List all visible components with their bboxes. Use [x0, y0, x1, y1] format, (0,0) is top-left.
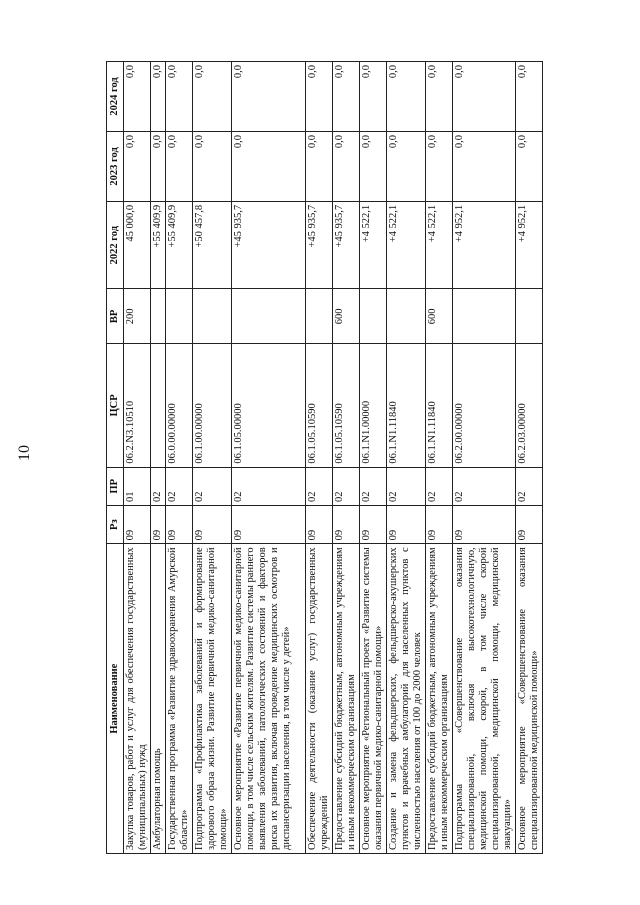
- cell-2022: +55 409,9: [166, 201, 193, 289]
- header-rz: Рз: [107, 505, 124, 543]
- cell-csr: 06.1.N1.11840: [426, 344, 453, 467]
- cell-2024: 0,0: [387, 62, 426, 132]
- cell-rz: 09: [387, 505, 426, 543]
- cell-name: Амбулаторная помощь: [151, 544, 166, 854]
- cell-pr: 02: [333, 467, 360, 505]
- cell-2022: +50 457,8: [193, 201, 232, 289]
- cell-name: Основное мероприятие «Совершенствование оказания специализированной медицинской помощи»: [516, 544, 543, 854]
- cell-pr: 02: [360, 467, 387, 505]
- cell-2022: +4 952,1: [516, 201, 543, 289]
- cell-csr: 06.2.03.00000: [516, 344, 543, 467]
- cell-2022: +55 409,9: [151, 201, 166, 289]
- table-row: [124, 62, 151, 854]
- table-rotation-frame: [106, 61, 540, 854]
- cell-2023: 0,0: [333, 131, 360, 201]
- page-number: 10: [16, 445, 33, 461]
- cell-2023: 0,0: [426, 131, 453, 201]
- table-row: [426, 62, 453, 854]
- table-row: [193, 62, 232, 854]
- header-2024: 2024 год: [107, 62, 124, 132]
- cell-vr: [151, 289, 166, 344]
- cell-2024: 0,0: [166, 62, 193, 132]
- cell-csr: 06.2.00.00000: [453, 344, 516, 467]
- cell-2022: 45 000,0: [124, 201, 151, 289]
- cell-pr: 02: [166, 467, 193, 505]
- cell-2023: 0,0: [166, 131, 193, 201]
- cell-2022: +45 935,7: [306, 201, 333, 289]
- cell-csr: 06.0.00.00000: [166, 344, 193, 467]
- cell-vr: [516, 289, 543, 344]
- table-row: [360, 62, 387, 854]
- table-body: [124, 62, 543, 854]
- header-csr: ЦСР: [107, 344, 124, 467]
- cell-vr: [306, 289, 333, 344]
- cell-2022: +4 522,1: [360, 201, 387, 289]
- cell-2023: 0,0: [306, 131, 333, 201]
- cell-vr: [453, 289, 516, 344]
- budget-table: [106, 61, 543, 854]
- cell-2023: 0,0: [387, 131, 426, 201]
- cell-2022: +4 952,1: [453, 201, 516, 289]
- table-row: [387, 62, 426, 854]
- table-row: [333, 62, 360, 854]
- cell-name: Предоставление субсидий бюджетным, автономным учреждениям и иным некоммерческим организациям: [333, 544, 360, 854]
- cell-name: Создание и замена фельдшерских, фельдшерско-акушерских пунктов и врачебных амбулаторий для населенных пунктов с численностью населения от 100 до 2000 человек: [387, 544, 426, 854]
- cell-2024: 0,0: [333, 62, 360, 132]
- cell-2023: 0,0: [193, 131, 232, 201]
- table-row: [306, 62, 333, 854]
- cell-pr: 02: [426, 467, 453, 505]
- table-row: [151, 62, 166, 854]
- cell-csr: 06.1.05.10590: [306, 344, 333, 467]
- cell-csr: [151, 344, 166, 467]
- cell-csr: 06.1.00.00000: [193, 344, 232, 467]
- cell-name: Основное мероприятие «Развитие первичной медико-санитарной помощи, в том числе сельским жителям. Развитие системы раннего выявления заболеваний, патологических состояний и факторов риска их развития, включая проведение медицинских осмотров и диспансеризации населения, в том числе у детей»: [232, 544, 306, 854]
- cell-rz: 09: [232, 505, 306, 543]
- cell-csr: 06.1.05.00000: [232, 344, 306, 467]
- cell-2023: 0,0: [151, 131, 166, 201]
- table-row: [453, 62, 516, 854]
- cell-2024: 0,0: [124, 62, 151, 132]
- cell-rz: 09: [360, 505, 387, 543]
- cell-csr: 06.1.05.10590: [333, 344, 360, 467]
- cell-2024: 0,0: [151, 62, 166, 132]
- cell-2023: 0,0: [516, 131, 543, 201]
- cell-vr: 600: [426, 289, 453, 344]
- rotated-page-content: [106, 61, 540, 854]
- cell-rz: 09: [151, 505, 166, 543]
- cell-vr: [232, 289, 306, 344]
- table-row: [166, 62, 193, 854]
- cell-pr: 02: [193, 467, 232, 505]
- cell-pr: 01: [124, 467, 151, 505]
- cell-pr: 02: [516, 467, 543, 505]
- cell-2024: 0,0: [426, 62, 453, 132]
- header-2022: 2022 год: [107, 201, 124, 289]
- cell-rz: 09: [453, 505, 516, 543]
- cell-2022: +4 522,1: [426, 201, 453, 289]
- cell-rz: 09: [333, 505, 360, 543]
- cell-name: Подпрограмма «Профилактика заболеваний и формирование здорового образа жизни. Развитие первичной медико-санитарной помощи»: [193, 544, 232, 854]
- cell-rz: 09: [124, 505, 151, 543]
- cell-rz: 09: [516, 505, 543, 543]
- cell-csr: 06.2.N3.10510: [124, 344, 151, 467]
- header-vr: ВР: [107, 289, 124, 344]
- cell-2024: 0,0: [193, 62, 232, 132]
- cell-2022: +4 522,1: [387, 201, 426, 289]
- cell-vr: [387, 289, 426, 344]
- cell-rz: 09: [166, 505, 193, 543]
- cell-pr: 02: [232, 467, 306, 505]
- cell-name: Обеспечение деятельности (оказание услуг) государственных учреждений: [306, 544, 333, 854]
- cell-name: Закупка товаров, работ и услуг для обеспечения государственных (муниципальных) нужд: [124, 544, 151, 854]
- cell-2024: 0,0: [232, 62, 306, 132]
- cell-name: Предоставление субсидий бюджетным, автономным учреждениям и иным некоммерческим организациям: [426, 544, 453, 854]
- cell-vr: 200: [124, 289, 151, 344]
- cell-2024: 0,0: [453, 62, 516, 132]
- cell-vr: 600: [333, 289, 360, 344]
- header-pr: ПР: [107, 467, 124, 505]
- cell-vr: [193, 289, 232, 344]
- cell-2022: +45 935,7: [232, 201, 306, 289]
- cell-pr: 02: [387, 467, 426, 505]
- cell-2023: 0,0: [453, 131, 516, 201]
- table-row: [232, 62, 306, 854]
- cell-2023: 0,0: [232, 131, 306, 201]
- cell-rz: 09: [426, 505, 453, 543]
- cell-pr: 02: [151, 467, 166, 505]
- cell-name: Подпрограмма «Совершенствование оказания специализированной, включая высокотехнологичную, медицинской помощи, скорой, в том числе скорой специализированной, медицинской помощи, медицинской эвакуации»: [453, 544, 516, 854]
- header-name: Наименование: [107, 544, 124, 854]
- cell-2024: 0,0: [360, 62, 387, 132]
- cell-2024: 0,0: [516, 62, 543, 132]
- cell-rz: 09: [306, 505, 333, 543]
- table-header-row: [107, 62, 124, 854]
- header-2023: 2023 год: [107, 131, 124, 201]
- cell-vr: [166, 289, 193, 344]
- cell-name: Основное мероприятие «Региональный проект «Развитие системы оказания первичной медико-санитарной помощи»: [360, 544, 387, 854]
- cell-2022: +45 935,7: [333, 201, 360, 289]
- cell-rz: 09: [193, 505, 232, 543]
- cell-vr: [360, 289, 387, 344]
- cell-csr: 06.1.N1.00000: [360, 344, 387, 467]
- cell-2024: 0,0: [306, 62, 333, 132]
- cell-2023: 0,0: [124, 131, 151, 201]
- cell-2023: 0,0: [360, 131, 387, 201]
- cell-pr: 02: [306, 467, 333, 505]
- cell-name: Государственная программа «Развитие здравоохранения Амурской области»: [166, 544, 193, 854]
- table-row: [516, 62, 543, 854]
- cell-pr: 02: [453, 467, 516, 505]
- cell-csr: 06.1.N1.11840: [387, 344, 426, 467]
